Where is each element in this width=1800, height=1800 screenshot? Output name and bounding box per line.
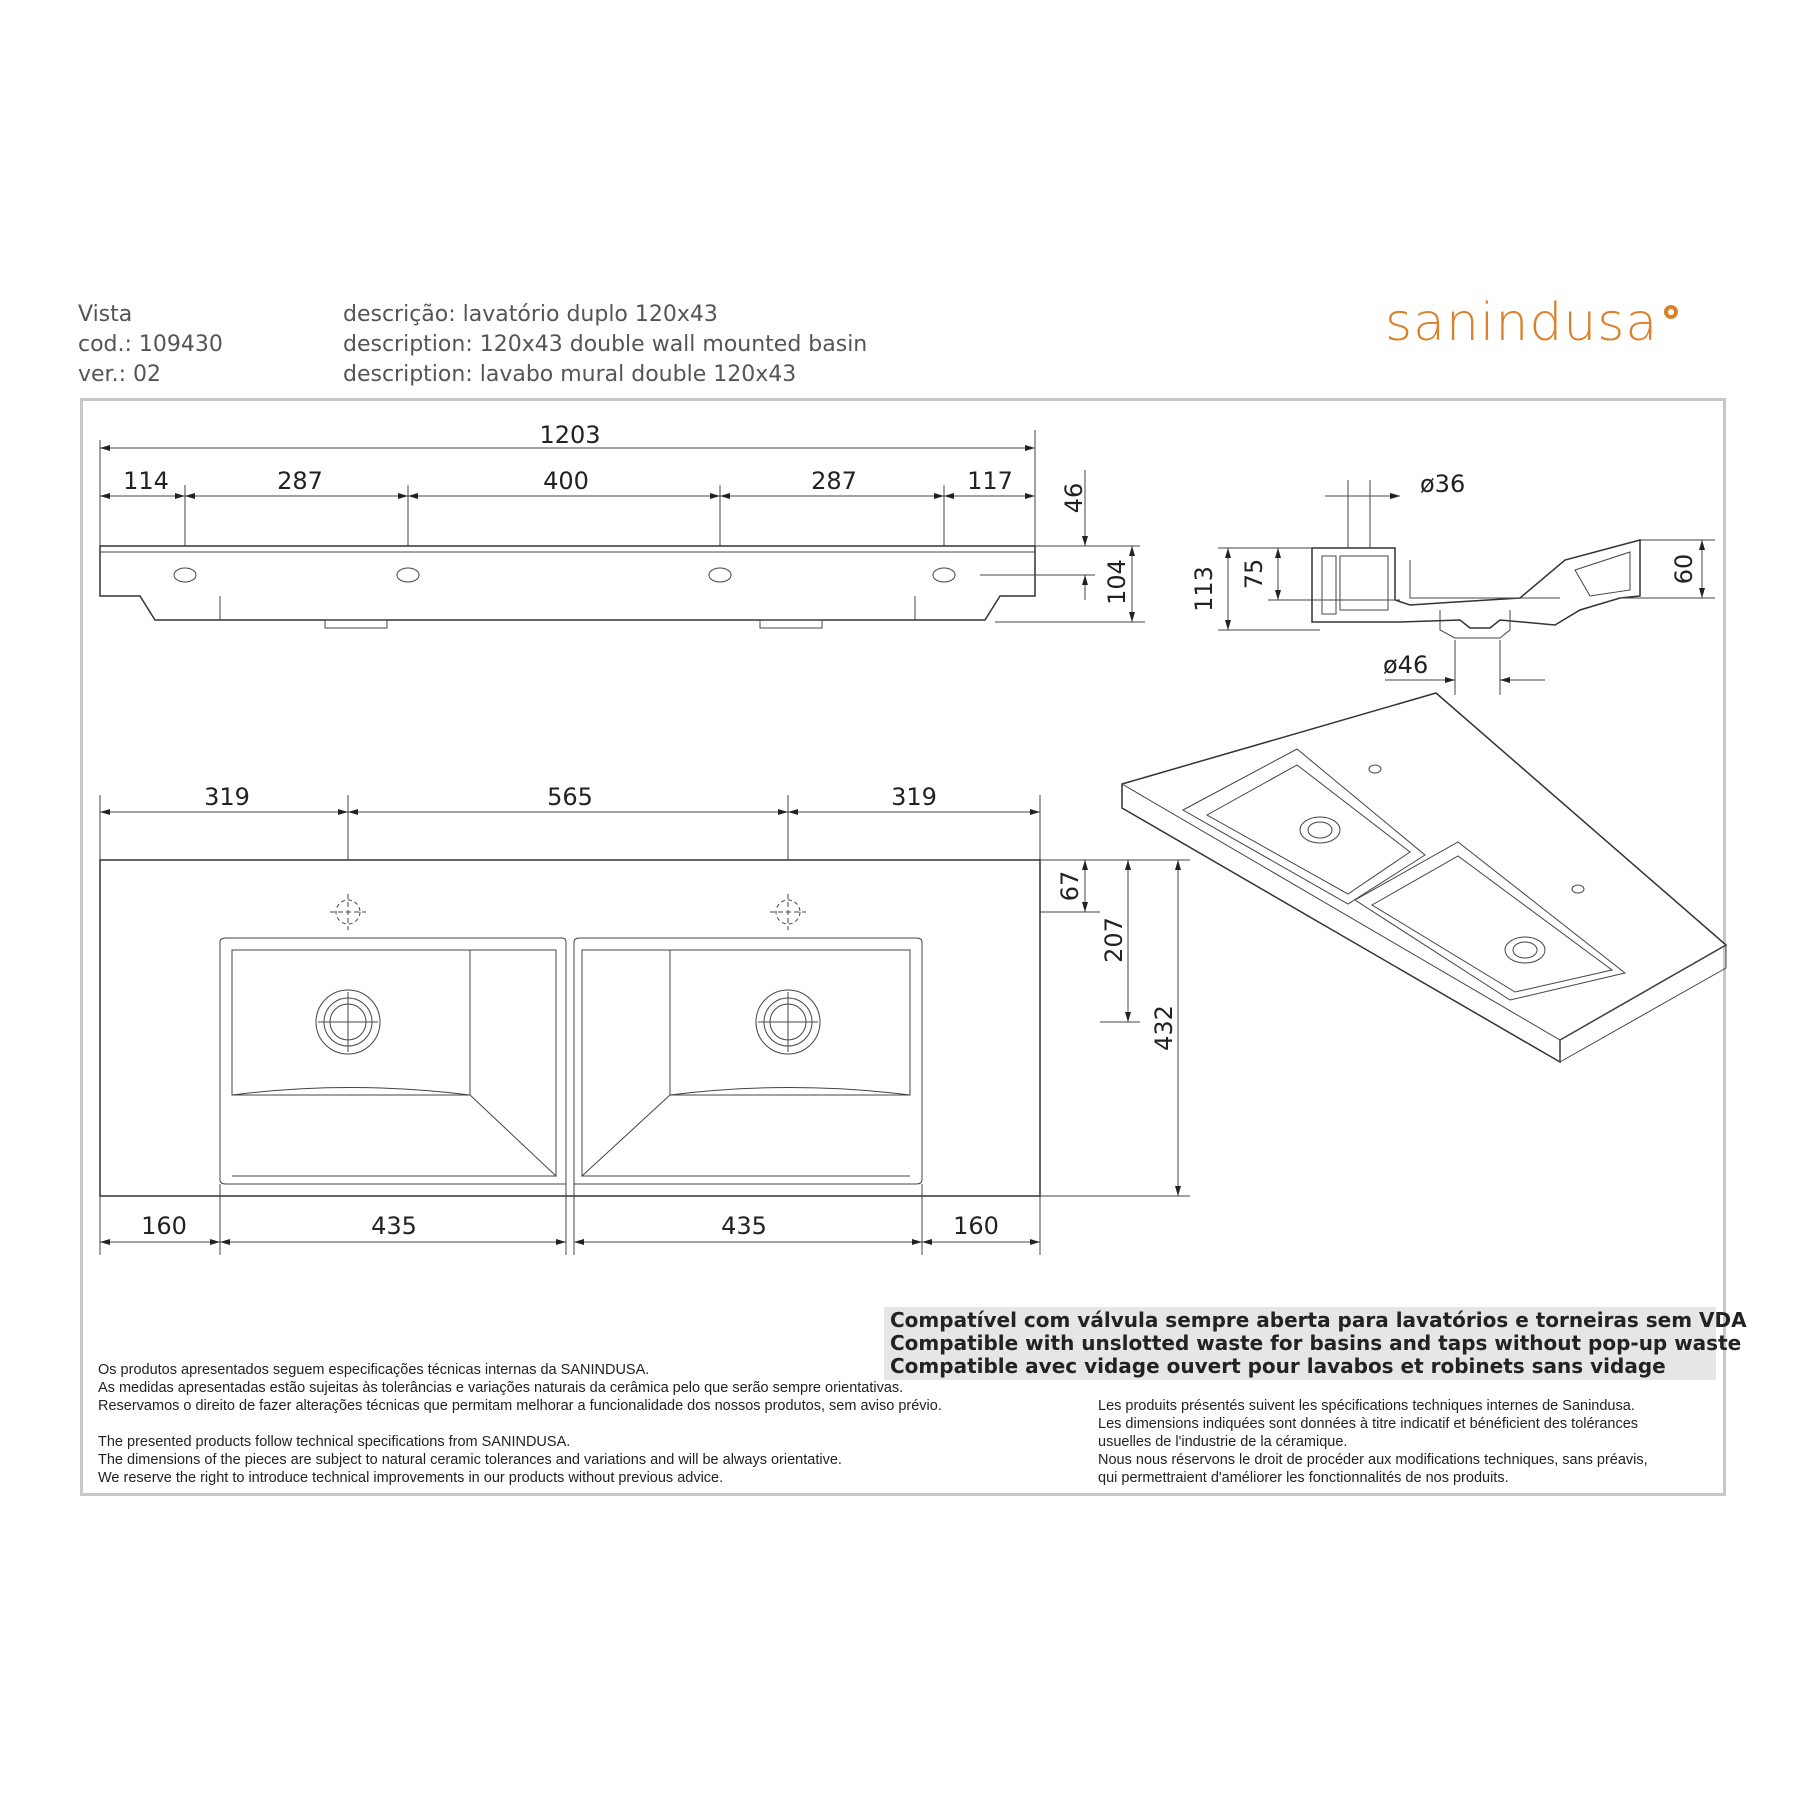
dim-plan-top3: 319 — [891, 783, 937, 811]
dim-plan-bot4: 160 — [953, 1212, 999, 1240]
dim-plan-top1: 319 — [204, 783, 250, 811]
dim-section-height: 113 — [1190, 566, 1218, 612]
plan-view — [100, 783, 1190, 1255]
note-line: The dimensions of the pieces are subject to natural ceramic tolerances and variations and will be always orientative. — [98, 1452, 842, 1468]
description-en: description: 120x43 double wall mounted basin — [343, 332, 868, 357]
side-section — [1190, 470, 1715, 695]
note-line: Os produtos apresentados seguem especificações técnicas internas da SANINDUSA. — [98, 1362, 650, 1378]
note-line: Reservamos o direito de fazer alterações técnicas que permitam melhorar a funcionalidade dos nossos produtos, sem aviso prévio. — [98, 1398, 942, 1414]
dim-plan-bot1: 160 — [141, 1212, 187, 1240]
dim-seg2: 287 — [277, 467, 323, 495]
front-view — [100, 421, 1145, 628]
note-line: Les dimensions indiquées sont données à titre indicatif et bénéficient des tolérances — [1098, 1416, 1639, 1432]
dim-plan-bot2: 435 — [371, 1212, 417, 1240]
note-line: We reserve the right to introduce technical improvements in our products without previous advice. — [98, 1470, 724, 1486]
compatibility-en: Compatible with unslotted waste for basins and taps without pop-up waste — [890, 1331, 1742, 1355]
description-fr: description: lavabo mural double 120x43 — [343, 362, 797, 387]
dim-section-depth: 75 — [1240, 558, 1268, 590]
front-waste-left — [325, 620, 387, 628]
note-line: As medidas apresentadas estão sujeitas às tolerâncias e variações naturais da cerâmica pelo que serão sempre orientativas. — [98, 1380, 904, 1396]
dim-seg1: 114 — [123, 467, 169, 495]
note-line: The presented products follow technical specifications from SANINDUSA. — [98, 1434, 571, 1450]
view-label: Vista — [78, 302, 133, 327]
dim-seg3: 400 — [543, 467, 589, 495]
dim-section-right: 60 — [1670, 553, 1698, 585]
dim-total: 1203 — [539, 421, 601, 449]
dim-plan-top2: 565 — [547, 783, 593, 811]
description-pt: descrição: lavatório duplo 120x43 — [343, 302, 718, 327]
dim-seg4: 287 — [811, 467, 857, 495]
dim-top: 46 — [1060, 482, 1088, 514]
compatibility-fr: Compatible avec vidage ouvert pour lavabos et robinets sans vidage — [890, 1354, 1666, 1378]
product-code: cod.: 109430 — [78, 332, 223, 357]
notes-pt — [98, 1361, 942, 1415]
logo-text: sanindusa — [1385, 293, 1659, 353]
compatibility-pt: Compatível com válvula sempre aberta para lavatórios e torneiras sem VDA — [890, 1308, 1747, 1332]
note-line: usuelles de l'industrie de la céramique. — [1098, 1434, 1348, 1450]
dim-height: 104 — [1103, 559, 1131, 605]
version: ver.: 02 — [78, 362, 161, 387]
dim-tap-hole: ø36 — [1420, 470, 1466, 498]
dim-seg5: 117 — [967, 467, 1013, 495]
note-line: Nous nous réservons le droit de procéder aux modifications techniques, sans préavis, — [1098, 1452, 1648, 1468]
compatibility-box — [884, 1307, 1747, 1380]
dim-plan-v1: 67 — [1056, 870, 1084, 902]
isometric-view — [1122, 693, 1726, 1062]
notes-fr — [1098, 1397, 1648, 1487]
note-line: qui permettraient d'améliorer les fonctionnalités de nos produits. — [1098, 1470, 1509, 1486]
notes-en — [98, 1433, 842, 1487]
plan-body — [100, 860, 1040, 1196]
dim-plan-bot3: 435 — [721, 1212, 767, 1240]
dim-plan-v3: 432 — [1150, 1005, 1178, 1051]
dim-waste: ø46 — [1383, 651, 1429, 679]
note-line: Les produits présentés suivent les spécifications techniques internes de Sanindusa. — [1098, 1398, 1635, 1414]
front-waste-right — [760, 620, 822, 628]
dim-plan-v2: 207 — [1100, 917, 1128, 963]
section-body — [1312, 540, 1640, 628]
front-body — [100, 546, 1035, 620]
